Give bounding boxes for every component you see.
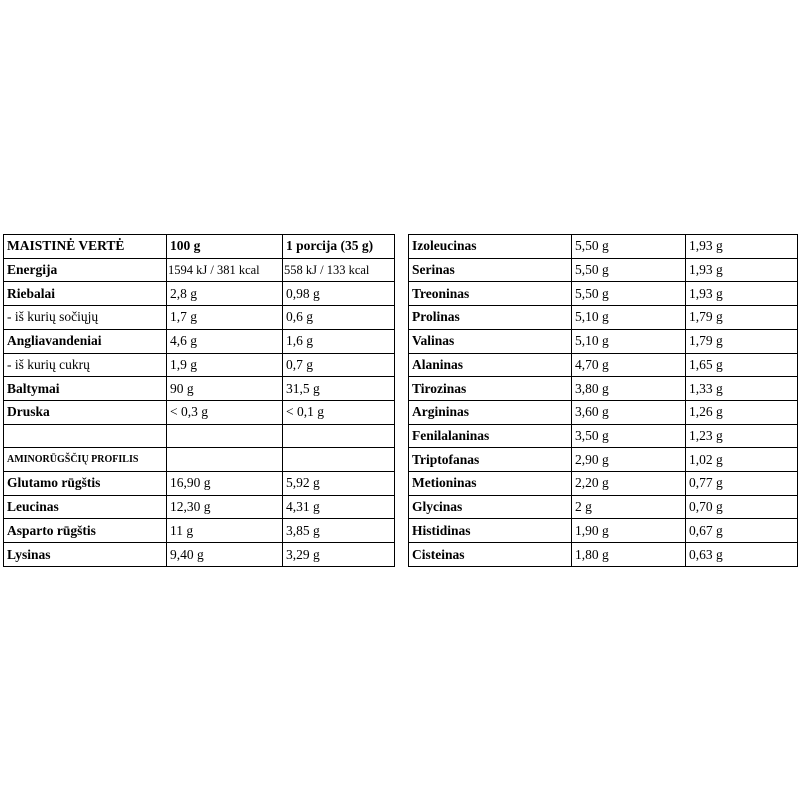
amino-100g: 4,70 g xyxy=(572,353,686,377)
column-gap xyxy=(395,543,409,567)
nutrient-portion: 0,98 g xyxy=(283,282,395,306)
table-row xyxy=(4,258,798,282)
nutrient-100g: 90 g xyxy=(167,377,283,401)
table-row xyxy=(4,495,798,519)
column-gap xyxy=(395,235,409,259)
column-gap xyxy=(395,377,409,401)
amino-100g: 3,50 g xyxy=(572,424,686,448)
amino-100g: 1,80 g xyxy=(572,543,686,567)
amino-100g: 12,30 g xyxy=(167,495,283,519)
table-row xyxy=(4,235,798,259)
table-row xyxy=(4,377,798,401)
table-row xyxy=(4,282,798,306)
nutrition-header-label: MAISTINĖ VERTĖ xyxy=(4,235,167,259)
amino-name: Glutamo rūgštis xyxy=(4,472,167,496)
table-row xyxy=(4,519,798,543)
column-gap xyxy=(395,306,409,330)
nutrient-portion: < 0,1 g xyxy=(283,400,395,424)
amino-100g: 3,80 g xyxy=(572,377,686,401)
table-row xyxy=(4,353,798,377)
empty-cell xyxy=(283,424,395,448)
nutrient-name: Riebalai xyxy=(4,282,167,306)
amino-100g: 5,10 g xyxy=(572,306,686,330)
column-gap xyxy=(395,329,409,353)
empty-cell xyxy=(283,448,395,472)
table-row xyxy=(4,424,798,448)
column-gap xyxy=(395,448,409,472)
amino-100g: 11 g xyxy=(167,519,283,543)
nutrient-100g: 2,8 g xyxy=(167,282,283,306)
amino-name: Serinas xyxy=(409,258,572,282)
column-gap xyxy=(395,472,409,496)
amino-name: Histidinas xyxy=(409,519,572,543)
column-gap xyxy=(395,424,409,448)
amino-100g: 1,90 g xyxy=(572,519,686,543)
amino-name: Tirozinas xyxy=(409,377,572,401)
amino-portion: 0,70 g xyxy=(686,495,798,519)
column-gap xyxy=(395,258,409,282)
empty-cell xyxy=(4,424,167,448)
amino-name: Lysinas xyxy=(4,543,167,567)
nutrient-portion: 0,7 g xyxy=(283,353,395,377)
amino-100g: 16,90 g xyxy=(167,472,283,496)
nutrient-portion: 1,6 g xyxy=(283,329,395,353)
amino-portion: 1,65 g xyxy=(686,353,798,377)
amino-name: Argininas xyxy=(409,400,572,424)
nutrient-portion: 558 kJ / 133 kcal xyxy=(283,258,395,282)
amino-100g: 5,10 g xyxy=(572,329,686,353)
amino-portion: 1,79 g xyxy=(686,306,798,330)
amino-portion: 4,31 g xyxy=(283,495,395,519)
column-gap xyxy=(395,353,409,377)
nutrient-portion: 31,5 g xyxy=(283,377,395,401)
amino-portion: 3,85 g xyxy=(283,519,395,543)
table-row xyxy=(4,306,798,330)
nutrition-table-container xyxy=(3,234,797,567)
amino-name: Treoninas xyxy=(409,282,572,306)
nutrient-name: Druska xyxy=(4,400,167,424)
table-row xyxy=(4,329,798,353)
nutrient-name: - iš kurių cukrų xyxy=(4,353,167,377)
column-gap xyxy=(395,495,409,519)
empty-cell xyxy=(167,424,283,448)
amino-100g: 5,50 g xyxy=(572,235,686,259)
amino-name: Asparto rūgštis xyxy=(4,519,167,543)
amino-portion: 1,02 g xyxy=(686,448,798,472)
column-gap xyxy=(395,400,409,424)
table-row xyxy=(4,400,798,424)
table-row xyxy=(4,543,798,567)
amino-100g: 2,20 g xyxy=(572,472,686,496)
amino-portion: 1,33 g xyxy=(686,377,798,401)
amino-100g: 3,60 g xyxy=(572,400,686,424)
nutrient-portion: 0,6 g xyxy=(283,306,395,330)
amino-name: Prolinas xyxy=(409,306,572,330)
nutrient-100g: 1594 kJ / 381 kcal xyxy=(167,258,283,282)
amino-name: Leucinas xyxy=(4,495,167,519)
nutrient-name: - iš kurių sočiųjų xyxy=(4,306,167,330)
amino-portion: 1,79 g xyxy=(686,329,798,353)
amino-100g: 2 g xyxy=(572,495,686,519)
amino-portion: 1,23 g xyxy=(686,424,798,448)
amino-portion: 0,77 g xyxy=(686,472,798,496)
amino-portion: 1,93 g xyxy=(686,282,798,306)
amino-portion: 5,92 g xyxy=(283,472,395,496)
nutrition-header-portion: 1 porcija (35 g) xyxy=(283,235,395,259)
column-gap xyxy=(395,519,409,543)
amino-name: Triptofanas xyxy=(409,448,572,472)
amino-portion: 0,67 g xyxy=(686,519,798,543)
nutrient-name: Energija xyxy=(4,258,167,282)
amino-name: Valinas xyxy=(409,329,572,353)
amino-profile-heading: AMINORŪGŠČIŲ PROFILIS xyxy=(4,448,167,472)
nutrient-name: Angliavandeniai xyxy=(4,329,167,353)
column-gap xyxy=(395,282,409,306)
nutrient-100g: 4,6 g xyxy=(167,329,283,353)
amino-portion: 1,26 g xyxy=(686,400,798,424)
amino-100g: 5,50 g xyxy=(572,258,686,282)
nutrient-name: Baltymai xyxy=(4,377,167,401)
amino-name: Fenilalaninas xyxy=(409,424,572,448)
amino-portion: 0,63 g xyxy=(686,543,798,567)
amino-name: Cisteinas xyxy=(409,543,572,567)
table-row xyxy=(4,448,798,472)
empty-cell xyxy=(167,448,283,472)
nutrient-100g: 1,9 g xyxy=(167,353,283,377)
table-row xyxy=(4,472,798,496)
amino-name: Izoleucinas xyxy=(409,235,572,259)
nutrition-header-100g: 100 g xyxy=(167,235,283,259)
nutrient-100g: < 0,3 g xyxy=(167,400,283,424)
amino-100g: 5,50 g xyxy=(572,282,686,306)
amino-portion: 1,93 g xyxy=(686,235,798,259)
amino-name: Alaninas xyxy=(409,353,572,377)
amino-name: Glycinas xyxy=(409,495,572,519)
amino-100g: 2,90 g xyxy=(572,448,686,472)
amino-name: Metioninas xyxy=(409,472,572,496)
nutrition-table xyxy=(3,234,798,567)
amino-portion: 3,29 g xyxy=(283,543,395,567)
amino-portion: 1,93 g xyxy=(686,258,798,282)
nutrient-100g: 1,7 g xyxy=(167,306,283,330)
amino-100g: 9,40 g xyxy=(167,543,283,567)
